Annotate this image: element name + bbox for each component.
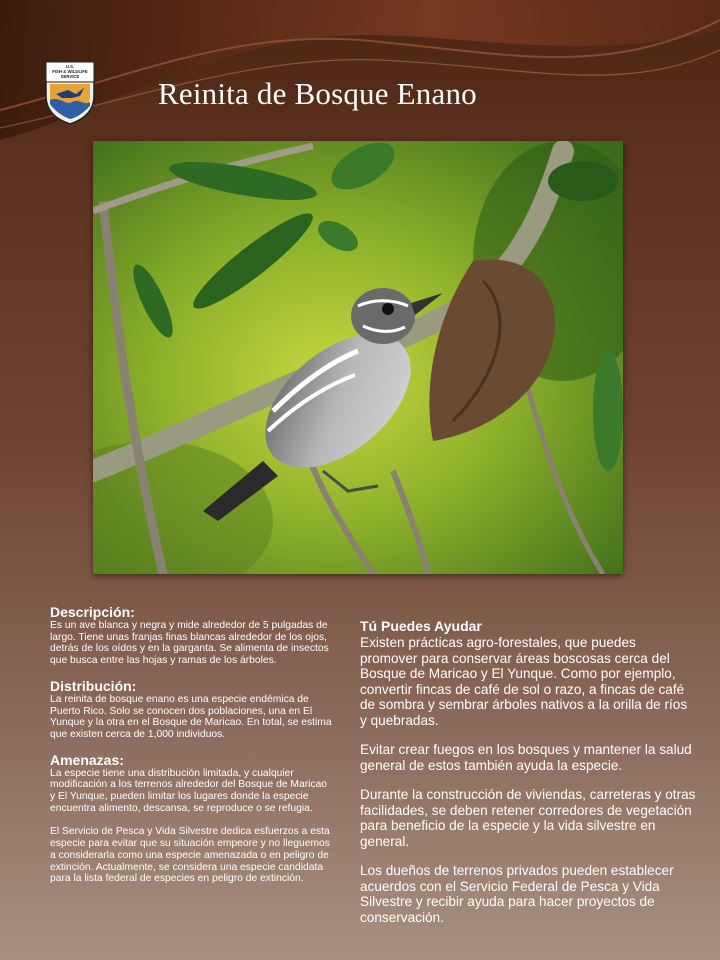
distribucion-heading: Distribución: [50,677,137,694]
logo-text-top: U.S. [65,64,75,69]
amenazas-text-1: La especie tiene una distribución limitada, y cualquier modificación a los terrenos alrededor del Bosque de Maricao y El Yunque, pueden limitar los lugares donde la especie encuentra alimento, descansa, se reproduce o se refugia. [50,767,328,814]
ayudar-heading: Tú Puedes Ayudar [360,618,482,634]
amenazas-text-2: El Servicio de Pesca y Vida Silvestre dedica esfuerzos a esta especie para evitar que su situación empeore y no lleguemos a considerarla como una especie amenazada o en peligro de extinción. Actualmente, se considera una especie candidata para la lista federal de especies en peligro de extinción. [50,826,330,885]
right-column [360,618,696,939]
ayudar-paragraph-2: Evitar crear fuegos en los bosques y mantener la salud general de estos también ayuda la especie. [360,742,692,773]
logo-text-line3: SERVICE [60,74,80,79]
left-column [50,605,332,897]
distribucion-text: La reinita de bosque enano es una especie endémica de Puerto Rico. Solo se conocen dos poblaciones, una en El Yunque y la otra en el Bosque de Maricao. En total, se estima que existen cerca de 1,000 individuos. [50,693,332,740]
ayudar-paragraph-3: Durante la construcción de viviendas, carreteras y otras facilidades, se deben retener corredores de vegetación para beneficio de la especie y la vida silvestre en general. [360,787,696,849]
ayudar-paragraph-1: Existen prácticas agro-forestales, que puedes promover para conservar áreas boscosas cerca del Bosque de Maricao y El Yunque. Como por ejemplo, convertir fincas de café de sol o razo, a fincas de café de sombra y sembrar árboles nativos a la orilla de ríos y quebradas. [360,635,688,728]
amenazas-heading: Amenazas: [50,751,124,768]
ayudar-paragraph-4: Los dueños de terrenos privados pueden establecer acuerdos con el Servicio Federal de Pesca y Vida Silvestre y recibir ayuda para hacer proyectos de conservación. [360,863,674,925]
page-title: Reinita de Bosque Enano [158,76,477,111]
descripcion-text: Es un ave blanca y negra y mide alrededor de 5 pulgadas de largo. Tiene unas franjas finas blancas alrededor de los ojos, detrás de los oídos y en la garganta. Se alimenta de insectos que busca entre las hojas y ramas de los árboles. [50,620,329,667]
header-swoosh-decoration [0,0,720,150]
descripcion-heading: Descripción: [50,604,135,620]
logo-text-line2: FISH & WILDLIFE [52,69,88,74]
bird-photo [93,141,623,574]
usfws-logo [42,60,98,126]
usfws-shield-icon [42,60,98,126]
